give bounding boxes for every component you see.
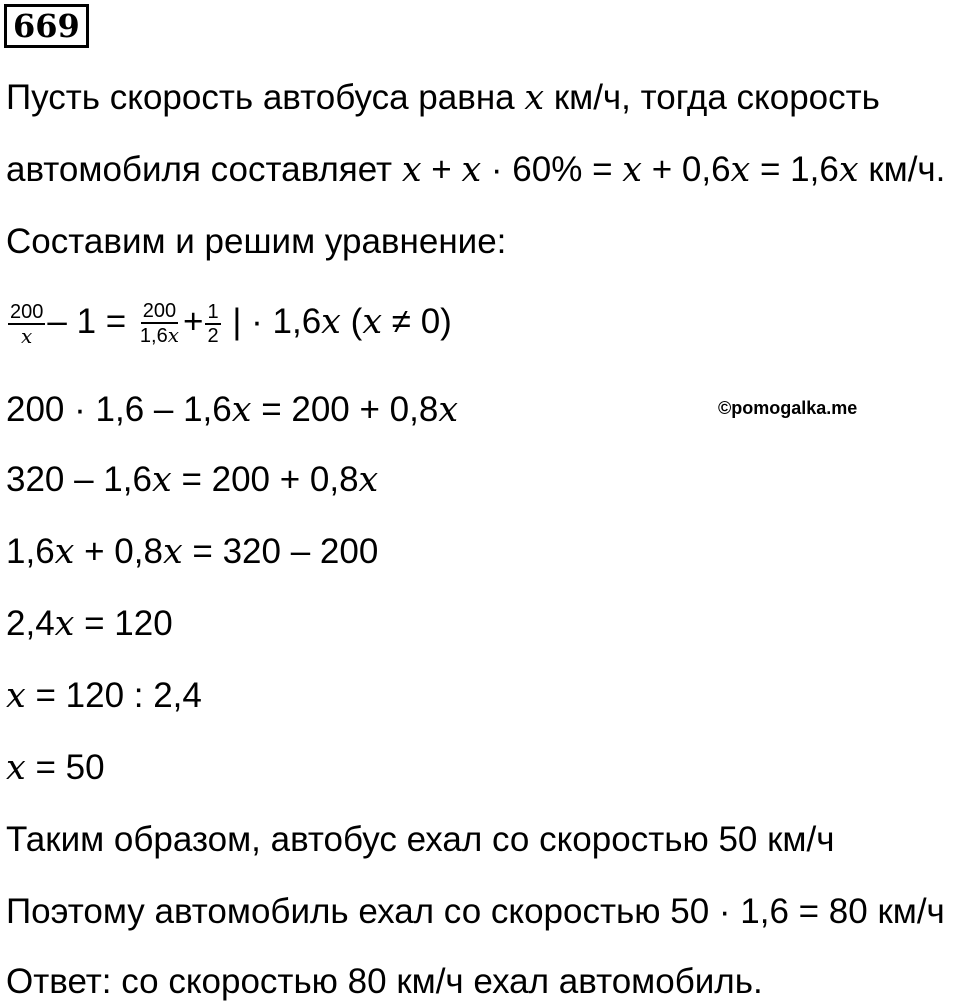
variable-x: x	[622, 150, 642, 190]
variable-x: x	[321, 302, 341, 342]
step-6	[6, 748, 105, 788]
fraction-200-over-x	[8, 301, 45, 347]
numerator: 200	[142, 300, 177, 323]
text: 320 – 1,6	[6, 460, 152, 499]
answer-line: Ответ: со скоростью 80 км/ч ехал автомобиль.	[6, 962, 763, 1001]
text: = 200 + 0,8	[251, 390, 439, 429]
conclusion-2: Поэтому автомобиль ехал со скоростью 50 · 1,6 = 80 км/ч	[6, 892, 945, 931]
variable-x: x	[838, 150, 859, 190]
fraction-200-over-1-6x	[138, 300, 181, 347]
text: +	[421, 150, 462, 189]
text: = 50	[25, 748, 105, 787]
text: 1,6	[139, 325, 168, 348]
text: автомобиля составляет	[6, 150, 402, 189]
conclusion-1: Таким образом, автобус ехал со скоростью 50 км/ч	[6, 820, 835, 859]
text: – 1 =	[47, 302, 136, 341]
text: = 1,6	[750, 150, 839, 189]
numerator: 1	[207, 300, 219, 323]
variable-x: x	[231, 390, 252, 430]
variable-x: x	[362, 302, 383, 342]
variable-x: x	[401, 150, 422, 190]
text: (	[340, 302, 363, 341]
variable-x: x	[6, 676, 26, 716]
step-4	[6, 604, 173, 644]
intro-line-2	[6, 150, 945, 190]
step-2	[6, 460, 378, 500]
step-3	[6, 532, 378, 572]
text: ≠ 0)	[382, 302, 452, 341]
text: км/ч.	[858, 150, 946, 189]
setup-line: Составим и решим уравнение:	[6, 222, 507, 261]
denominator: x	[21, 323, 33, 348]
text: · 60% =	[481, 150, 623, 189]
watermark: ©pomogalka.me	[718, 398, 858, 418]
variable-x: x	[167, 323, 180, 348]
text: Пусть скорость автобуса равна	[6, 78, 525, 117]
fraction-1-over-2	[205, 301, 220, 347]
denominator	[138, 324, 181, 347]
text: = 120 : 2,4	[25, 676, 202, 715]
variable-x: x	[358, 460, 379, 500]
variable-x: x	[151, 460, 172, 500]
text: +	[183, 302, 204, 341]
text: 200 · 1,6 – 1,6	[6, 390, 232, 429]
variable-x: x	[524, 78, 545, 118]
denominator: 2	[207, 324, 219, 347]
variable-x: x	[54, 532, 75, 572]
step-5	[6, 676, 202, 716]
step-1	[6, 390, 458, 430]
problem-number: 669	[4, 4, 89, 48]
equation-line	[6, 292, 452, 352]
variable-x: x	[54, 604, 75, 644]
text: 2,4	[6, 604, 55, 643]
variable-x: x	[6, 748, 26, 788]
text: = 200 + 0,8	[171, 460, 359, 499]
text: км/ч, тогда скорость	[544, 78, 880, 117]
text: = 120	[74, 604, 173, 643]
text: | · 1,6	[222, 302, 322, 341]
text: = 320 – 200	[182, 532, 379, 571]
text: + 0,8	[74, 532, 163, 571]
variable-x: x	[162, 532, 183, 572]
variable-x: x	[461, 150, 482, 190]
text: 1,6	[6, 532, 55, 571]
numerator: 200	[10, 300, 44, 323]
intro-line-1	[6, 78, 880, 118]
variable-x: x	[438, 390, 459, 430]
text: + 0,6	[642, 150, 731, 189]
variable-x: x	[730, 150, 751, 190]
